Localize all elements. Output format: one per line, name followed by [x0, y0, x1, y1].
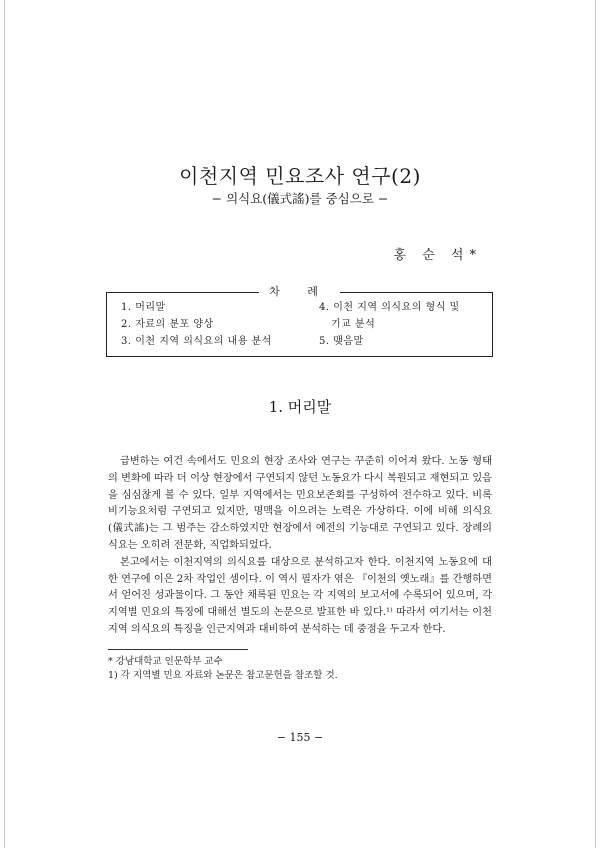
body-text — [108, 454, 492, 639]
footnote: 1) 각 지역별 민요 자료와 논문은 참고문헌을 참조할 것. — [108, 670, 338, 681]
scan-border — [4, 0, 596, 848]
section-heading: 1. 머리말 — [268, 398, 332, 416]
footnote-divider — [108, 649, 248, 650]
toc-item: 4. 이천 지역 의식요의 형식 및 — [319, 302, 460, 313]
toc-heading: 차 례 — [259, 285, 340, 298]
toc-item: 3. 이천 지역 의식요의 내용 분석 — [121, 336, 272, 347]
article-title: 이천지역 민요조사 연구(2) — [179, 164, 421, 188]
article-subtitle: − 의식요(儀式謠)를 중심으로 − — [211, 191, 389, 206]
paragraph: 본고에서는 이천지역의 의식요를 대상으로 분석하고자 한다. 이천지역 노동요에 대한 연구에 이은 2차 작업인 셈이다. 이 역시 필자가 엮은 『이천의 옛노래』를 간행하면서 얻어진 성과물이다. 그 동안 채록된 민요는 각 지역의 보고서에 수록되어 있으며, 각 지역별 민요의 특징에 대해선 별도의 논문으로 발표한 바 있다.¹⁾ 따라서 여기서는 이천 지역 의식요의 특징을 인근지역과 대비하여 분석하는 데 중점을 두고자 한다. — [108, 556, 492, 635]
toc-item: 2. 자료의 분포 양상 — [121, 319, 214, 330]
toc-item: 1. 머리말 — [121, 302, 166, 313]
toc-item: 기교 분석 — [331, 319, 376, 330]
page-number: − 155 − — [276, 731, 324, 744]
author-name: 홍 순 석* — [393, 248, 482, 263]
footnote: * 강남대학교 인문학부 교수 — [108, 656, 223, 667]
toc-item: 5. 맺음말 — [319, 336, 364, 347]
table-of-contents — [106, 285, 493, 357]
paragraph: 급변하는 여건 속에서도 민요의 현장 조사와 연구는 꾸준히 이어져 왔다. 노동 형태의 변화에 따라 더 이상 현장에서 구연되지 않던 노동요가 다시 복원되고 재현되고 있음을 심심찮게 볼 수 있다. 일부 지역에서는 민요보존회를 구성하여 전수하고 있다. 비록 비기능요처럼 구연되고 있지만, 명맥을 이으려는 노력은 가상하다. 이에 비해 의식요(儀式謠)는 그 범주는 감소하였지만 현장에서 예전의 기능대로 구연되고 있다. 장례의식요는 오히려 전문화, 직업화되었다. — [108, 456, 492, 551]
